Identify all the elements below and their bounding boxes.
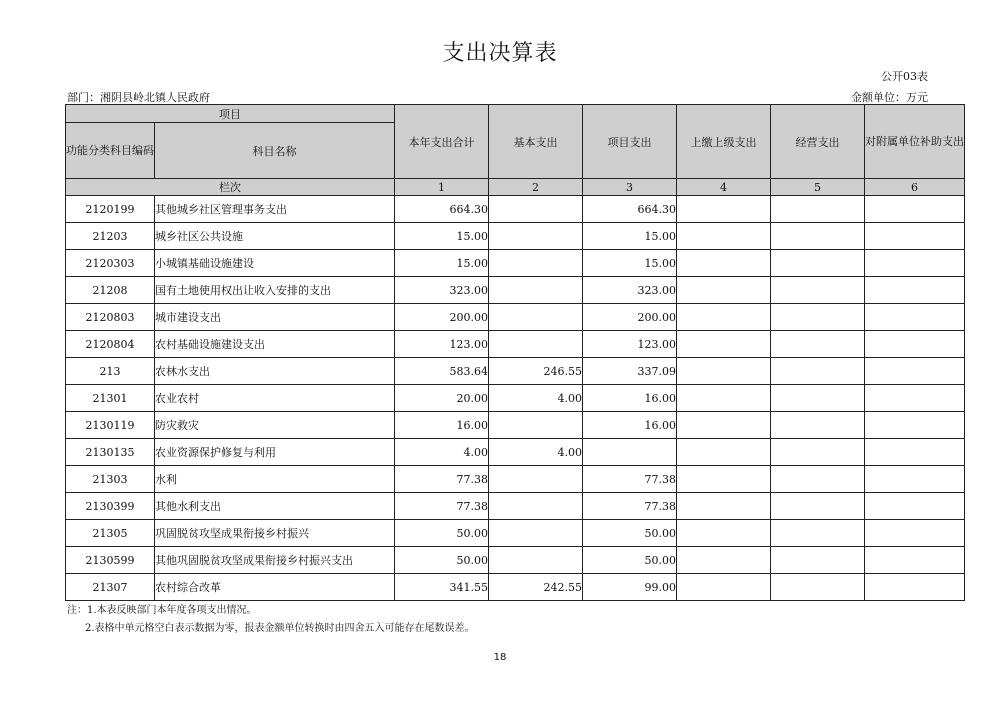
project-cell: 50.00 [583,547,677,574]
subject-name-cell: 农业农村 [155,385,395,412]
note-line: 2.表格中单元格空白表示数据为零，报表金额单位转换时由四舍五入可能存在尾数误差。 [85,623,475,634]
subject-name-cell: 其他城乡社区管理事务支出 [155,196,395,223]
code-cell: 213 [66,358,155,385]
subject-name-cell: 农林水支出 [155,358,395,385]
header-business: 经营支出 [771,105,865,179]
col-num: 4 [677,179,771,196]
project-cell: 337.09 [583,358,677,385]
project-cell: 16.00 [583,412,677,439]
basic-cell [489,331,583,358]
header-subsidy: 对附属单位补助支出 [865,105,965,179]
superior-cell [677,196,771,223]
project-cell: 15.00 [583,223,677,250]
business-cell [771,196,865,223]
page-number: 18 [493,652,507,663]
subsidy-cell [865,466,965,493]
business-cell [771,439,865,466]
col-num: 3 [583,179,677,196]
code-cell: 2130135 [66,439,155,466]
business-cell [771,412,865,439]
superior-cell [677,304,771,331]
total-cell: 664.30 [395,196,489,223]
table-row [66,385,965,412]
col-num: 2 [489,179,583,196]
table-row [66,358,965,385]
code-cell: 21208 [66,277,155,304]
table-row [66,331,965,358]
business-cell [771,466,865,493]
project-cell: 99.00 [583,574,677,601]
total-cell: 583.64 [395,358,489,385]
header-project-expenditure: 项目支出 [583,105,677,179]
code-cell: 2120803 [66,304,155,331]
subject-name-cell: 城乡社区公共设施 [155,223,395,250]
superior-cell [677,574,771,601]
header-project: 项目 [66,105,395,123]
basic-cell [489,304,583,331]
superior-cell [677,493,771,520]
code-cell: 2120804 [66,331,155,358]
subject-name-cell: 国有土地使用权出让收入安排的支出 [155,277,395,304]
code-cell: 2130399 [66,493,155,520]
table-row [66,304,965,331]
total-cell: 341.55 [395,574,489,601]
subject-name-cell: 农村基础设施建设支出 [155,331,395,358]
department-label: 部门：湘阴县岭北镇人民政府 [67,91,210,104]
table-row [66,439,965,466]
total-cell: 77.38 [395,466,489,493]
expenditure-table [65,104,965,601]
subject-name-cell: 城市建设支出 [155,304,395,331]
notes [67,602,475,638]
project-cell: 77.38 [583,466,677,493]
table-row [66,547,965,574]
code-cell: 2130119 [66,412,155,439]
project-cell [583,439,677,466]
subsidy-cell [865,196,965,223]
total-cell: 15.00 [395,250,489,277]
subject-name-cell: 农村综合改革 [155,574,395,601]
business-cell [771,223,865,250]
business-cell [771,250,865,277]
superior-cell [677,250,771,277]
project-cell: 50.00 [583,520,677,547]
subsidy-cell [865,385,965,412]
table-row [66,520,965,547]
subsidy-cell [865,277,965,304]
superior-cell [677,358,771,385]
code-cell: 21203 [66,223,155,250]
total-cell: 77.38 [395,493,489,520]
subsidy-cell [865,358,965,385]
table-row [66,466,965,493]
business-cell [771,385,865,412]
basic-cell [489,412,583,439]
subsidy-cell [865,331,965,358]
note-line: 注：1.本表反映部门本年度各项支出情况。 [67,605,257,616]
table-row [66,223,965,250]
subsidy-cell [865,304,965,331]
basic-cell [489,250,583,277]
table-row [66,412,965,439]
superior-cell [677,223,771,250]
project-cell: 16.00 [583,385,677,412]
table-row [66,277,965,304]
subsidy-cell [865,493,965,520]
business-cell [771,304,865,331]
basic-cell: 246.55 [489,358,583,385]
subject-name-cell: 其他水利支出 [155,493,395,520]
code-cell: 21303 [66,466,155,493]
total-cell: 4.00 [395,439,489,466]
subsidy-cell [865,412,965,439]
subject-name-cell: 农业资源保护修复与利用 [155,439,395,466]
basic-cell: 242.55 [489,574,583,601]
basic-cell [489,196,583,223]
basic-cell: 4.00 [489,385,583,412]
superior-cell [677,439,771,466]
header-superior: 上缴上级支出 [677,105,771,179]
superior-cell [677,412,771,439]
code-cell: 2130599 [66,547,155,574]
header-subject-name: 科目名称 [155,123,395,179]
basic-cell [489,223,583,250]
business-cell [771,547,865,574]
project-cell: 200.00 [583,304,677,331]
project-cell: 123.00 [583,331,677,358]
basic-cell [489,466,583,493]
project-cell: 323.00 [583,277,677,304]
subsidy-cell [865,223,965,250]
code-cell: 21301 [66,385,155,412]
subject-name-cell: 小城镇基础设施建设 [155,250,395,277]
business-cell [771,520,865,547]
superior-cell [677,277,771,304]
business-cell [771,277,865,304]
business-cell [771,493,865,520]
project-cell: 664.30 [583,196,677,223]
subsidy-cell [865,520,965,547]
total-cell: 50.00 [395,547,489,574]
project-cell: 15.00 [583,250,677,277]
basic-cell [489,520,583,547]
col-num: 6 [865,179,965,196]
total-cell: 123.00 [395,331,489,358]
subsidy-cell [865,574,965,601]
basic-cell [489,493,583,520]
business-cell [771,358,865,385]
col-num: 1 [395,179,489,196]
col-num: 5 [771,179,865,196]
superior-cell [677,331,771,358]
page-title: 支出决算表 [442,41,558,66]
subject-name-cell: 防灾救灾 [155,412,395,439]
total-cell: 16.00 [395,412,489,439]
amount-unit-label: 金额单位：万元 [851,91,928,104]
code-cell: 2120199 [66,196,155,223]
superior-cell [677,466,771,493]
total-cell: 323.00 [395,277,489,304]
basic-cell [489,277,583,304]
subsidy-cell [865,547,965,574]
table-row [66,493,965,520]
basic-cell: 4.00 [489,439,583,466]
total-cell: 50.00 [395,520,489,547]
code-cell: 21307 [66,574,155,601]
subject-name-cell: 水利 [155,466,395,493]
code-cell: 2120303 [66,250,155,277]
subject-name-cell: 巩固脱贫攻坚成果衔接乡村振兴 [155,520,395,547]
header-lanci: 栏次 [66,179,395,196]
subsidy-cell [865,439,965,466]
header-basic: 基本支出 [489,105,583,179]
header-func-code: 功能分类科目编码 [66,123,155,179]
table-row [66,250,965,277]
total-cell: 15.00 [395,223,489,250]
business-cell [771,331,865,358]
table-row [66,574,965,601]
header-total: 本年支出合计 [395,105,489,179]
form-number: 公开03表 [881,70,928,83]
subsidy-cell [865,250,965,277]
basic-cell [489,547,583,574]
project-cell: 77.38 [583,493,677,520]
business-cell [771,574,865,601]
superior-cell [677,547,771,574]
table-row [66,196,965,223]
total-cell: 200.00 [395,304,489,331]
superior-cell [677,520,771,547]
total-cell: 20.00 [395,385,489,412]
subject-name-cell: 其他巩固脱贫攻坚成果衔接乡村振兴支出 [155,547,395,574]
code-cell: 21305 [66,520,155,547]
superior-cell [677,385,771,412]
